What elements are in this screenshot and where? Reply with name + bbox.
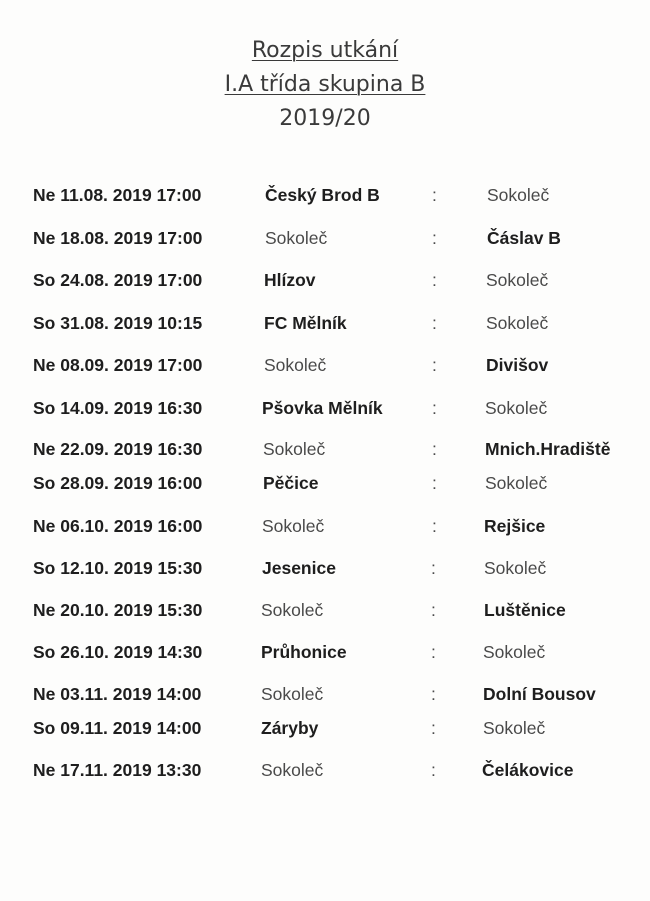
home-team: Sokoleč [262,516,325,536]
schedule-header [0,34,650,136]
home-team: Sokoleč [264,355,327,375]
score-separator: : [432,473,437,493]
home-team: Sokoleč [263,439,326,459]
match-row [0,437,650,461]
score-separator: : [431,600,436,620]
score-separator: : [431,684,436,704]
home-team: Sokoleč [261,684,324,704]
match-date: So 12.10. 2019 15:30 [33,558,203,578]
score-separator: : [431,718,436,738]
match-date: Ne 06.10. 2019 16:00 [33,516,203,536]
match-row [0,556,650,580]
away-team: Luštěnice [484,600,566,620]
home-team: Pšovka Mělník [262,398,383,418]
score-separator: : [432,398,437,418]
score-separator: : [432,516,437,536]
away-team: Sokoleč [484,558,547,578]
schedule-season: 2019/20 [279,106,371,131]
away-team: Čáslav B [487,228,561,248]
match-date: So 26.10. 2019 14:30 [33,642,203,662]
score-separator: : [432,185,437,205]
match-date: Ne 22.09. 2019 16:30 [33,439,203,459]
match-row [0,353,650,377]
schedule-subtitle: I.A třída skupina B [224,72,426,97]
home-team: Sokoleč [261,760,324,780]
away-team: Sokoleč [483,718,546,738]
away-team: Sokoleč [485,473,548,493]
match-row [0,514,650,538]
home-team: FC Mělník [264,313,347,333]
home-team: Sokoleč [265,228,328,248]
home-team: Záryby [261,718,319,738]
home-team: Jesenice [262,558,336,578]
match-date: Ne 18.08. 2019 17:00 [33,228,203,248]
match-date: Ne 11.08. 2019 17:00 [33,185,202,205]
away-team: Divišov [486,355,549,375]
match-date: Ne 03.11. 2019 14:00 [33,684,202,704]
home-team: Český Brod B [265,185,380,205]
away-team: Sokoleč [487,185,550,205]
away-team: Rejšice [484,516,546,536]
match-date: Ne 08.09. 2019 17:00 [33,355,203,375]
match-row [0,396,650,420]
away-team: Sokoleč [485,398,548,418]
score-separator: : [432,439,437,459]
match-row [0,471,650,495]
away-team: Dolní Bousov [483,684,596,704]
match-date: Ne 20.10. 2019 15:30 [33,600,203,620]
schedule-title: Rozpis utkání [251,38,399,63]
match-row [0,640,650,664]
match-row [0,716,650,740]
score-separator: : [432,355,437,375]
match-row [0,682,650,706]
away-team: Sokoleč [486,270,549,290]
match-row [0,598,650,622]
match-row [0,311,650,335]
home-team: Hlízov [264,270,316,290]
match-row [0,226,650,250]
match-date: Ne 17.11. 2019 13:30 [33,760,202,780]
match-date: So 14.09. 2019 16:30 [33,398,203,418]
match-date: So 31.08. 2019 10:15 [33,313,203,333]
score-separator: : [432,270,437,290]
away-team: Sokoleč [483,642,546,662]
score-separator: : [431,642,436,662]
home-team: Pěčice [263,473,319,493]
score-separator: : [431,558,436,578]
match-date: So 09.11. 2019 14:00 [33,718,202,738]
home-team: Průhonice [261,642,347,662]
home-team: Sokoleč [261,600,324,620]
score-separator: : [432,228,437,248]
away-team: Mnich.Hradiště [485,439,611,459]
match-row [0,758,650,782]
score-separator: : [432,313,437,333]
away-team: Sokoleč [486,313,549,333]
away-team: Čelákovice [482,760,574,780]
match-date: So 24.08. 2019 17:00 [33,270,203,290]
match-date: So 28.09. 2019 16:00 [33,473,203,493]
match-row [0,268,650,292]
score-separator: : [431,760,436,780]
match-row [0,183,650,207]
